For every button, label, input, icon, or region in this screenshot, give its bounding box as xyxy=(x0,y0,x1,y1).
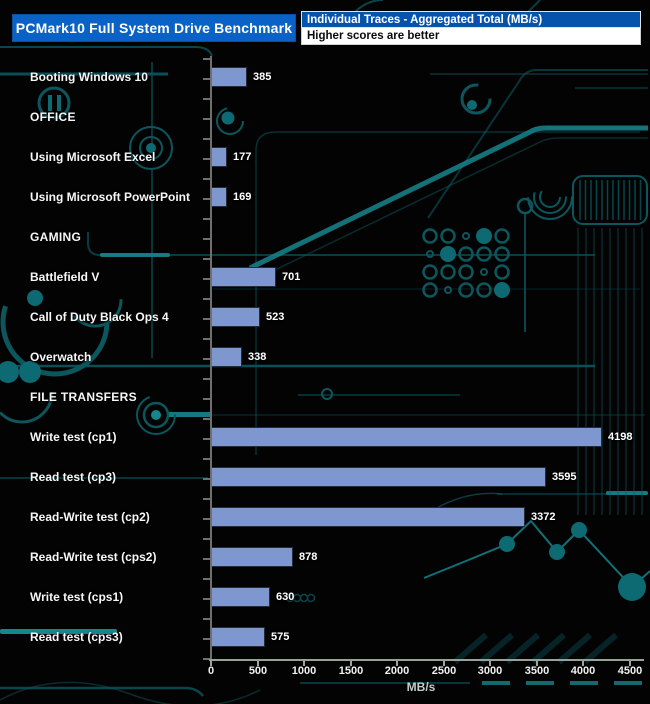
chart-subtitle-strip xyxy=(301,11,641,28)
chart-title: PCMark10 Full System Drive Benchmark xyxy=(15,20,293,36)
y-axis-tick xyxy=(203,198,210,200)
bar-value: 878 xyxy=(299,551,318,563)
y-axis-tick xyxy=(203,278,210,280)
x-axis-tick-label: 2500 xyxy=(431,665,457,677)
chart-row xyxy=(0,257,650,297)
y-axis-tick xyxy=(203,458,210,460)
x-axis-tick-label: 3000 xyxy=(477,665,503,677)
bar-value: 701 xyxy=(282,271,301,283)
y-axis-tick xyxy=(203,478,210,480)
bar-value: 3372 xyxy=(531,511,556,523)
y-axis-tick xyxy=(203,518,210,520)
x-axis-tick-label: 4500 xyxy=(617,665,643,677)
y-axis-tick xyxy=(203,338,210,340)
y-axis-tick xyxy=(203,598,210,600)
y-axis-tick xyxy=(203,638,210,640)
row-label: Read test (cps3) xyxy=(30,630,123,644)
bar xyxy=(211,587,270,607)
section-row xyxy=(0,377,650,417)
y-axis-tick xyxy=(203,138,210,140)
bar-value: 169 xyxy=(233,191,252,203)
bar-value: 575 xyxy=(271,631,290,643)
row-label: Read test (cp3) xyxy=(30,470,117,484)
bar-value: 523 xyxy=(266,311,285,323)
y-axis-tick xyxy=(203,98,210,100)
y-axis-tick xyxy=(203,178,210,180)
chart-row xyxy=(0,497,650,537)
chart-row xyxy=(0,537,650,577)
row-label: Write test (cps1) xyxy=(30,590,124,604)
y-axis-tick xyxy=(203,618,210,620)
chart-note-strip xyxy=(301,28,641,45)
row-label: Read-Write test (cps2) xyxy=(30,550,157,564)
chart-row xyxy=(0,337,650,377)
x-axis-title: MB/s xyxy=(406,680,436,694)
y-axis-tick xyxy=(203,258,210,260)
bar xyxy=(211,187,227,207)
bar xyxy=(211,267,276,287)
y-axis-tick xyxy=(203,58,210,60)
x-axis-tick-label: 1500 xyxy=(338,665,364,677)
y-axis-tick xyxy=(203,238,210,240)
chart-subtitle: Individual Traces - Aggregated Total (MB/s) xyxy=(307,13,543,26)
bar xyxy=(211,307,260,327)
y-axis-tick xyxy=(203,558,210,560)
bar xyxy=(211,347,242,367)
row-label: Read-Write test (cp2) xyxy=(30,510,150,524)
y-axis-tick xyxy=(203,538,210,540)
chart-row xyxy=(0,577,650,617)
row-label: Booting Windows 10 xyxy=(30,70,148,84)
x-axis-tick-label: 0 xyxy=(207,665,215,677)
y-axis-line xyxy=(210,56,212,661)
section-row xyxy=(0,217,650,257)
chart-row xyxy=(0,137,650,177)
y-axis-tick xyxy=(203,298,210,300)
x-axis-tick-label: 3500 xyxy=(524,665,550,677)
bar-value: 4198 xyxy=(608,431,633,443)
bar xyxy=(211,627,265,647)
chart-row xyxy=(0,457,650,497)
chart-title-box xyxy=(12,14,296,42)
y-axis-tick xyxy=(203,78,210,80)
y-axis-tick xyxy=(203,378,210,380)
x-axis-line xyxy=(209,659,644,661)
chart-row xyxy=(0,617,650,657)
y-axis-tick xyxy=(203,318,210,320)
row-label: Overwatch xyxy=(30,350,92,364)
y-axis-tick xyxy=(203,358,210,360)
bar xyxy=(211,147,227,167)
bar xyxy=(211,427,602,447)
y-axis-tick xyxy=(203,578,210,580)
row-label: Battlefield V xyxy=(30,270,100,284)
x-axis-tick-label: 4000 xyxy=(570,665,596,677)
y-axis-tick xyxy=(203,158,210,160)
y-axis-tick xyxy=(203,218,210,220)
bar xyxy=(211,547,293,567)
chart-row xyxy=(0,297,650,337)
section-label: OFFICE xyxy=(30,110,76,124)
bar xyxy=(211,507,525,527)
section-row xyxy=(0,97,650,137)
chart-row xyxy=(0,57,650,97)
section-label: FILE TRANSFERS xyxy=(30,390,137,404)
bar xyxy=(211,67,247,87)
bar-value: 177 xyxy=(233,151,252,163)
y-axis-tick xyxy=(203,418,210,420)
chart-row xyxy=(0,177,650,217)
y-axis-tick xyxy=(203,498,210,500)
x-axis-tick-label: 1000 xyxy=(291,665,317,677)
chart-note: Higher scores are better xyxy=(307,30,440,42)
bar-value: 385 xyxy=(253,71,272,83)
bar-value: 338 xyxy=(248,351,267,363)
row-label: Using Microsoft Excel xyxy=(30,150,156,164)
y-axis-tick xyxy=(203,398,210,400)
y-axis-tick xyxy=(203,438,210,440)
bar-value: 630 xyxy=(276,591,295,603)
x-axis-tick-label: 500 xyxy=(248,665,268,677)
bar-value: 3595 xyxy=(552,471,577,483)
x-axis-tick-label: 2000 xyxy=(384,665,410,677)
row-label: Call of Duty Black Ops 4 xyxy=(30,310,169,324)
y-axis-tick xyxy=(203,118,210,120)
section-label: GAMING xyxy=(30,230,82,244)
bar xyxy=(211,467,546,487)
row-label: Using Microsoft PowerPoint xyxy=(30,190,191,204)
chart-row xyxy=(0,417,650,457)
row-label: Write test (cp1) xyxy=(30,430,117,444)
